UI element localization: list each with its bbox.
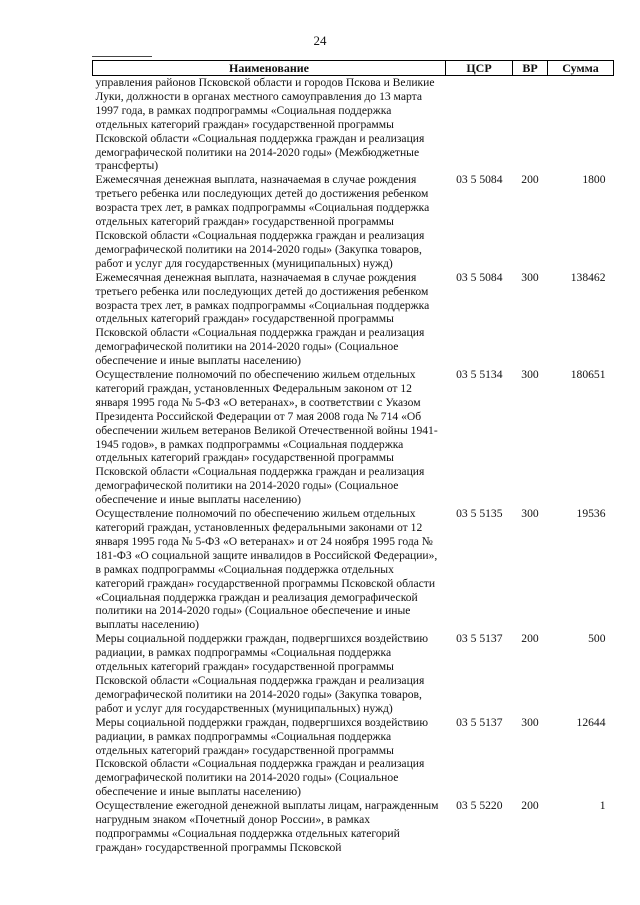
header-vr: ВР bbox=[513, 61, 548, 76]
row-csr bbox=[446, 76, 513, 174]
header-row bbox=[93, 61, 614, 76]
table-header bbox=[93, 61, 614, 76]
page-number: 24 bbox=[313, 33, 327, 48]
row-sum: 1 bbox=[599, 799, 606, 813]
row-name: Осуществление ежегодной денежной выплаты лицам, награжденным нагрудным знаком «Почетный донор России», в рамках подпрограммы «Социальная поддержка отдельных категорий граждан» государственной программы Псковской bbox=[95, 799, 439, 854]
row-sum: 180651 bbox=[570, 368, 606, 382]
table-body bbox=[93, 76, 614, 855]
row-csr: 03 5 5137 bbox=[456, 715, 503, 729]
table-row bbox=[93, 271, 614, 368]
row-vr: 300 bbox=[521, 507, 539, 521]
row-vr: 300 bbox=[521, 270, 539, 284]
row-csr: 03 5 5220 bbox=[456, 799, 503, 813]
table-row bbox=[93, 76, 614, 174]
row-csr: 03 5 5135 bbox=[456, 507, 503, 521]
header-csr: ЦСР bbox=[446, 61, 513, 76]
row-vr: 200 bbox=[521, 799, 539, 813]
table-row bbox=[93, 173, 614, 270]
top-rule bbox=[92, 56, 152, 57]
row-csr: 03 5 5134 bbox=[456, 368, 503, 382]
row-csr: 03 5 5084 bbox=[456, 270, 503, 284]
row-name: Меры социальной поддержки граждан, подвергшихся воздействию радиации, в рамках подпрограммы «Социальная поддержка отдельных категорий граждан» государственной программы Псковской области «Социальная поддержка граждан и реализация демографической политики на 2014-2020 годы» (Закупка товаров, работ и услуг для государственных (муниципальных) нужд) bbox=[95, 632, 428, 715]
row-name: Осуществление полномочий по обеспечению жильем отдельных категорий граждан, установленных федеральными законами от 12 января 1995 года № 5-ФЗ «О ветеранах» и от 24 ноября 1995 года № 181-ФЗ «О социальной защите инвалидов в Российской Федерации», в рамках подпрограммы «Социальная поддержка отдельных категорий граждан» государственной программы Псковской области «Социальная поддержка граждан и реализация демографической политики на 2014-2020 годы» (Социальное обеспечение и иные выплаты населению) bbox=[95, 507, 438, 632]
row-name: Ежемесячная денежная выплата, назначаемая в случае рождения третьего ребенка или последующих детей до достижения ребенком возраста трех лет, в рамках подпрограммы «Социальная поддержка отдельных категорий граждан» государственной программы Псковской области «Социальная поддержка граждан и реализация демографической политики на 2014-2020 годы» (Социальное обеспечение и иные выплаты населению) bbox=[95, 270, 430, 368]
row-vr bbox=[513, 76, 548, 174]
table-row bbox=[93, 716, 614, 799]
table-row bbox=[93, 368, 614, 507]
row-sum: 19536 bbox=[576, 507, 606, 521]
row-csr: 03 5 5084 bbox=[456, 173, 503, 187]
row-name: Осуществление полномочий по обеспечению жильем отдельных категорий граждан, установленных Федеральным законом от 12 января 1995 года № 5-ФЗ «О ветеранах», в соответствии с Указом Президента Российской Федерации от 7 мая 2008 года № 714 «Об обеспечении жильем ветеранов Великой Отечественной войны 1941-1945 годов», в рамках подпрограммы «Социальная поддержка отдельных категорий граждан» государственной программы Псковской области «Социальная поддержка граждан и реализация демографической политики на 2014-2020 годы» (Социальное обеспечение и иные выплаты населению) bbox=[95, 368, 438, 507]
row-csr: 03 5 5137 bbox=[456, 632, 503, 646]
row-vr: 300 bbox=[521, 715, 539, 729]
row-vr: 300 bbox=[521, 368, 539, 382]
header-name: Наименование bbox=[93, 61, 446, 76]
table-row bbox=[93, 799, 614, 855]
row-sum: 12644 bbox=[576, 715, 606, 729]
row-sum: 1800 bbox=[582, 173, 606, 187]
row-name: управления районов Псковской области и городов Пскова и Великие Луки, должности в органах местного самоуправления до 13 марта 1997 года, в рамках подпрограммы «Социальная поддержка отдельных категорий граждан» государственной программы Псковской области «Социальная поддержка граждан и реализация демографической политики на 2014-2020 годы» (Межбюджетные трансферты) bbox=[95, 76, 435, 173]
header-sum: Сумма bbox=[548, 61, 614, 76]
table-row bbox=[93, 632, 614, 715]
row-vr: 200 bbox=[521, 173, 539, 187]
row-sum: 138462 bbox=[570, 270, 606, 284]
budget-table bbox=[92, 60, 614, 855]
row-name: Меры социальной поддержки граждан, подвергшихся воздействию радиации, в рамках подпрограммы «Социальная поддержка отдельных категорий граждан» государственной программы Псковской области «Социальная поддержка граждан и реализация демографической политики на 2014-2020 годы» (Социальное обеспечение и иные выплаты населению) bbox=[95, 715, 428, 799]
row-sum bbox=[548, 76, 614, 174]
row-vr: 200 bbox=[521, 632, 539, 646]
row-sum: 500 bbox=[588, 632, 606, 646]
table-row bbox=[93, 507, 614, 632]
row-name: Ежемесячная денежная выплата, назначаемая в случае рождения третьего ребенка или последующих детей до достижения ребенком возраста трех лет, в рамках подпрограммы «Социальная поддержка отдельных категорий граждан» государственной программы Псковской области «Социальная поддержка граждан и реализация демографической политики на 2014-2020 годы» (Закупка товаров, работ и услуг для государственных (муниципальных) нужд) bbox=[95, 173, 430, 270]
